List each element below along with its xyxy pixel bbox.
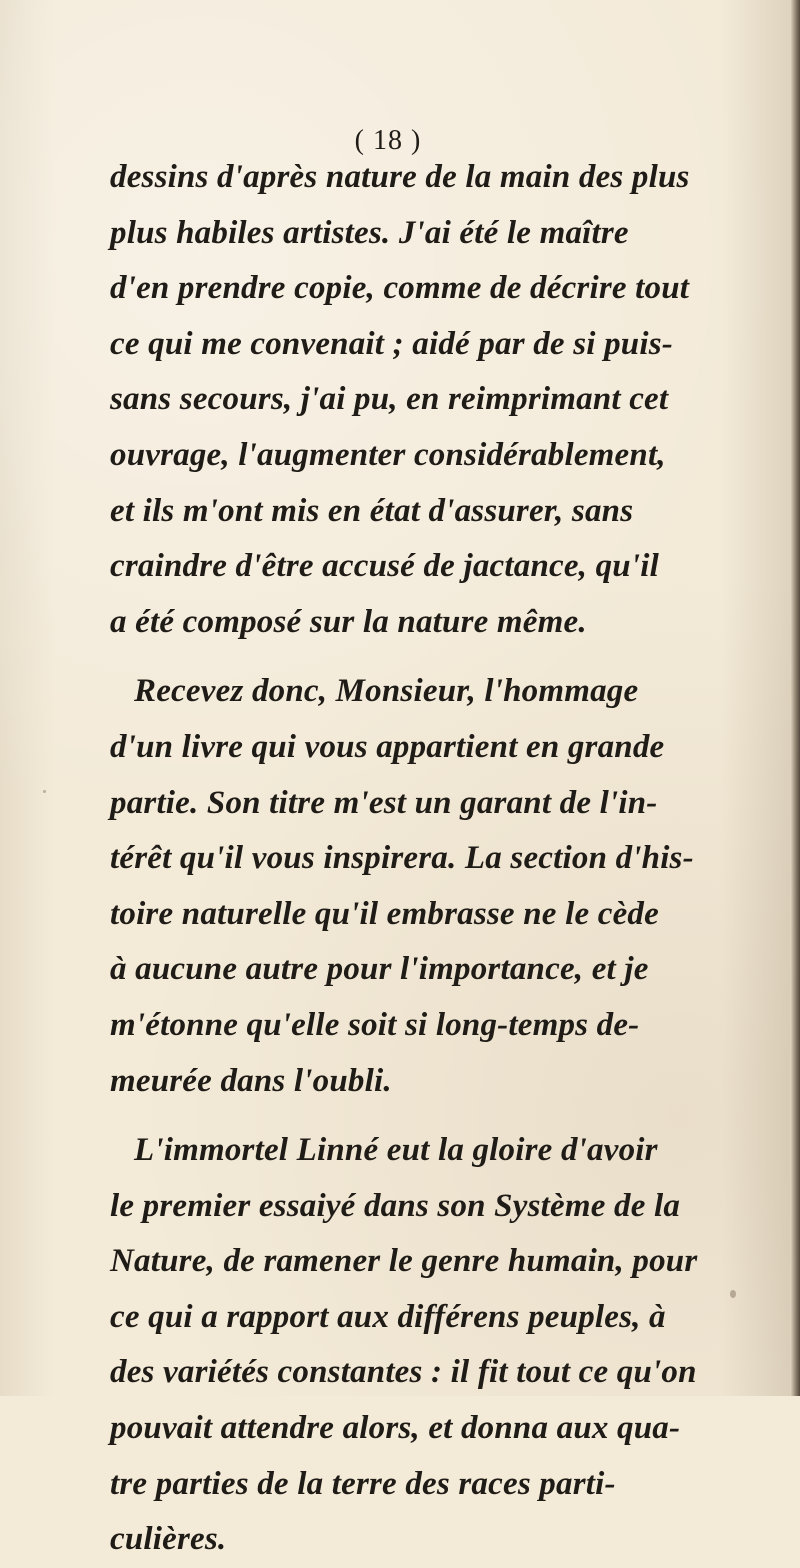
text-line: m'étonne qu'elle soit si long-temps de- — [110, 1006, 640, 1043]
text-line: d'en prendre copie, comme de décrire tout — [110, 270, 690, 307]
paragraph-spacer — [110, 650, 760, 664]
paragraph-spacer — [110, 1109, 760, 1123]
text-line: Recevez donc, Monsieur, l'hommage — [134, 673, 639, 710]
text-line: toire naturelle qu'il embrasse ne le cède — [110, 895, 659, 932]
text-line: d'un livre qui vous appartient en grande — [110, 728, 665, 765]
text-line: pouvait attendre alors, et donna aux qua- — [110, 1410, 681, 1447]
page-number: ( 18 ) — [354, 125, 422, 156]
text-line: L'immortel Linné eut la gloire d'avoir — [134, 1132, 658, 1169]
paper-spot — [636, 1368, 640, 1372]
text-line: le premier essaiyé dans son Système de la — [110, 1187, 681, 1224]
text-line: craindre d'être accusé de jactance, qu'il — [110, 548, 659, 585]
text-line: meurée dans l'oubli. — [110, 1062, 392, 1099]
paper-spot — [43, 790, 46, 793]
body-text — [110, 150, 760, 1568]
text-line: partie. Son titre m'est un garant de l'in- — [110, 784, 658, 821]
text-line: culières. — [110, 1521, 227, 1558]
text-line: ce qui me convenait ; aidé par de si puis- — [110, 325, 673, 362]
text-line: a été composé sur la nature même. — [110, 603, 587, 640]
text-line: térêt qu'il vous inspirera. La section d'his- — [110, 840, 694, 877]
text-line: dessins d'après nature de la main des plus — [110, 159, 690, 195]
page-edge-shadow — [790, 0, 800, 1396]
text-line: ce qui a rapport aux différens peuples, à — [110, 1298, 666, 1335]
text-line: des variétés constantes : il fit tout ce qu'on — [110, 1354, 697, 1391]
text-line: sans secours, j'ai pu, en reimprimant cet — [110, 381, 669, 418]
text-line: et ils m'ont mis en état d'assurer, sans — [110, 492, 634, 529]
text-line: plus habiles artistes. J'ai été le maître — [110, 214, 629, 251]
text-line: ouvrage, l'augmenter considérablement, — [110, 436, 666, 473]
text-line: à aucune autre pour l'importance, et je — [110, 951, 649, 988]
text-line: tre parties de la terre des races parti- — [110, 1465, 616, 1502]
paper-spot — [730, 1290, 736, 1298]
text-line: Nature, de ramener le genre humain, pour — [110, 1243, 698, 1280]
